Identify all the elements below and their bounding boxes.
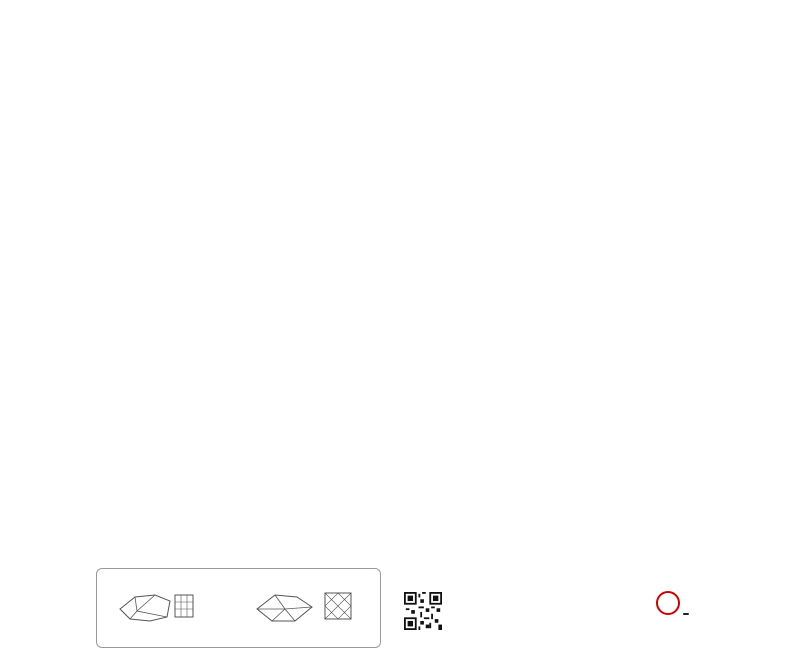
no-kids-icon <box>656 591 680 615</box>
thirteen-facet-stone-icon <box>247 587 362 627</box>
kit-section <box>95 402 385 408</box>
age-rating-badge <box>683 613 689 615</box>
qr-code <box>404 592 442 630</box>
facet-info-box <box>96 568 381 648</box>
recommend-section <box>95 492 385 500</box>
work-section <box>404 264 704 277</box>
nine-facet-stone-icon <box>115 587 195 627</box>
